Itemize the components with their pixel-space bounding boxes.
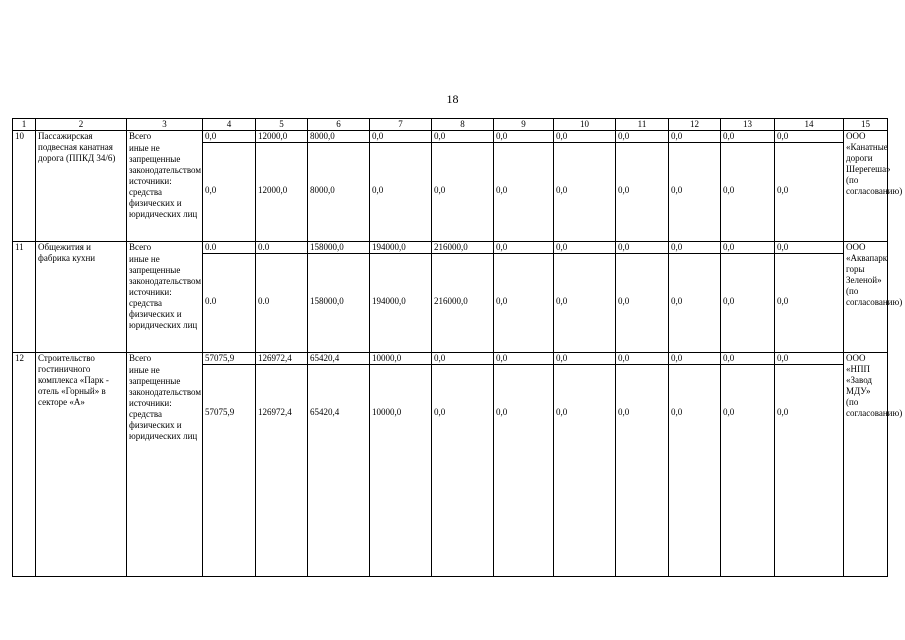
- value-other: 0,0: [432, 365, 494, 577]
- column-number-header: [13, 119, 888, 131]
- value-total: 0,0: [494, 353, 554, 365]
- value-other: 57075,9: [203, 365, 256, 577]
- value-other: 0,0: [616, 143, 669, 242]
- header-cell: 11: [616, 119, 669, 131]
- financing-table: [12, 118, 903, 577]
- source-total-label: Всего: [127, 242, 203, 254]
- value-other: 0,0: [203, 143, 256, 242]
- row-number: 10: [13, 131, 36, 242]
- header-cell: 9: [494, 119, 554, 131]
- header-cell: 8: [432, 119, 494, 131]
- value-other: 0,0: [669, 254, 721, 353]
- value-total: 0,0: [721, 242, 775, 254]
- object-name: Пассажирская подвесная канатная дорога (ППКД 34/6): [36, 131, 127, 242]
- source-other-label: иные не запрещенные законодательством источники: средства физических и юридических лиц: [127, 365, 203, 577]
- value-total: 0,0: [554, 131, 616, 143]
- value-total: 194000,0: [370, 242, 432, 254]
- value-total: 0,0: [669, 242, 721, 254]
- table-row-other: [13, 254, 888, 353]
- value-total: 0,0: [432, 353, 494, 365]
- row-number: 11: [13, 242, 36, 353]
- value-other: 0,0: [432, 143, 494, 242]
- value-other: 0,0: [775, 365, 844, 577]
- value-other: 0,0: [494, 365, 554, 577]
- value-total: 0,0: [669, 353, 721, 365]
- executor: ООО «Канатные дороги Шерегеша» (по согласованию): [844, 131, 888, 242]
- value-total: 0,0: [775, 353, 844, 365]
- object-name: Общежития и фабрика кухни: [36, 242, 127, 353]
- value-other: 0,0: [616, 365, 669, 577]
- value-total: 0,0: [554, 353, 616, 365]
- value-total: 8000,0: [308, 131, 370, 143]
- value-total: 0,0: [370, 131, 432, 143]
- value-other: 65420,4: [308, 365, 370, 577]
- value-total: 0,0: [721, 131, 775, 143]
- value-other: 8000,0: [308, 143, 370, 242]
- page-number: 18: [446, 92, 459, 106]
- header-cell: 15: [844, 119, 888, 131]
- value-other: 0,0: [669, 365, 721, 577]
- header-cell: 12: [669, 119, 721, 131]
- value-other: 0,0: [775, 143, 844, 242]
- value-total: 0,0: [616, 131, 669, 143]
- table-row-total: [13, 131, 888, 143]
- source-other-label: иные не запрещенные законодательством источники: средства физических и юридических лиц: [127, 143, 203, 242]
- value-other: 0,0: [554, 254, 616, 353]
- value-total: 0,0: [616, 242, 669, 254]
- header-cell: 10: [554, 119, 616, 131]
- header-cell: 5: [256, 119, 308, 131]
- row-number: 12: [13, 353, 36, 577]
- value-other: 0.0: [203, 254, 256, 353]
- value-total: 12000,0: [256, 131, 308, 143]
- value-total: 0,0: [775, 131, 844, 143]
- header-cell: 13: [721, 119, 775, 131]
- value-total: 0,0: [494, 131, 554, 143]
- value-total: 0,0: [494, 242, 554, 254]
- value-other: 10000,0: [370, 365, 432, 577]
- value-total: 216000,0: [432, 242, 494, 254]
- value-other: 12000,0: [256, 143, 308, 242]
- source-other-label: иные не запрещенные законодательством источники: средства физических и юридических лиц: [127, 254, 203, 353]
- value-other: 126972,4: [256, 365, 308, 577]
- value-other: 0,0: [721, 254, 775, 353]
- value-other: 0,0: [494, 254, 554, 353]
- value-other: 216000,0: [432, 254, 494, 353]
- value-other: 158000,0: [308, 254, 370, 353]
- executor: ООО «НПП «Завод МДУ» (по согласованию): [844, 353, 888, 577]
- value-total: 0,0: [432, 131, 494, 143]
- source-total-label: Всего: [127, 353, 203, 365]
- value-total: 0,0: [669, 131, 721, 143]
- value-other: 0,0: [494, 143, 554, 242]
- header-cell: 2: [36, 119, 127, 131]
- source-total-label: Всего: [127, 131, 203, 143]
- value-other: 0,0: [721, 365, 775, 577]
- header-cell: 1: [13, 119, 36, 131]
- table-row-other: [13, 143, 888, 242]
- value-other: 0.0: [256, 254, 308, 353]
- value-other: 0,0: [554, 365, 616, 577]
- value-total: 10000,0: [370, 353, 432, 365]
- value-other: 0,0: [616, 254, 669, 353]
- table-row-total: [13, 242, 888, 254]
- value-other: 0,0: [669, 143, 721, 242]
- value-total: 0,0: [554, 242, 616, 254]
- value-total: 0,0: [775, 242, 844, 254]
- value-total: 0,0: [616, 353, 669, 365]
- value-total: 57075,9: [203, 353, 256, 365]
- value-other: 0,0: [370, 143, 432, 242]
- header-cell: 6: [308, 119, 370, 131]
- value-total: 0.0: [203, 242, 256, 254]
- value-total: 65420,4: [308, 353, 370, 365]
- value-other: 194000,0: [370, 254, 432, 353]
- header-cell: 7: [370, 119, 432, 131]
- header-cell: 3: [127, 119, 203, 131]
- table-row-total: [13, 353, 888, 365]
- executor: ООО «Аквапарк горы Зеленой» (по согласованию): [844, 242, 888, 353]
- value-total: 0,0: [721, 353, 775, 365]
- value-total: 158000,0: [308, 242, 370, 254]
- value-other: 0,0: [721, 143, 775, 242]
- header-cell: 14: [775, 119, 844, 131]
- value-total: 0,0: [203, 131, 256, 143]
- value-total: 0.0: [256, 242, 308, 254]
- value-total: 126972,4: [256, 353, 308, 365]
- value-other: 0,0: [775, 254, 844, 353]
- header-cell: 4: [203, 119, 256, 131]
- table-row-other: [13, 365, 888, 577]
- value-other: 0,0: [554, 143, 616, 242]
- object-name: Строительство гостиничного комплекса «Парк - отель «Горный» в секторе «А»: [36, 353, 127, 577]
